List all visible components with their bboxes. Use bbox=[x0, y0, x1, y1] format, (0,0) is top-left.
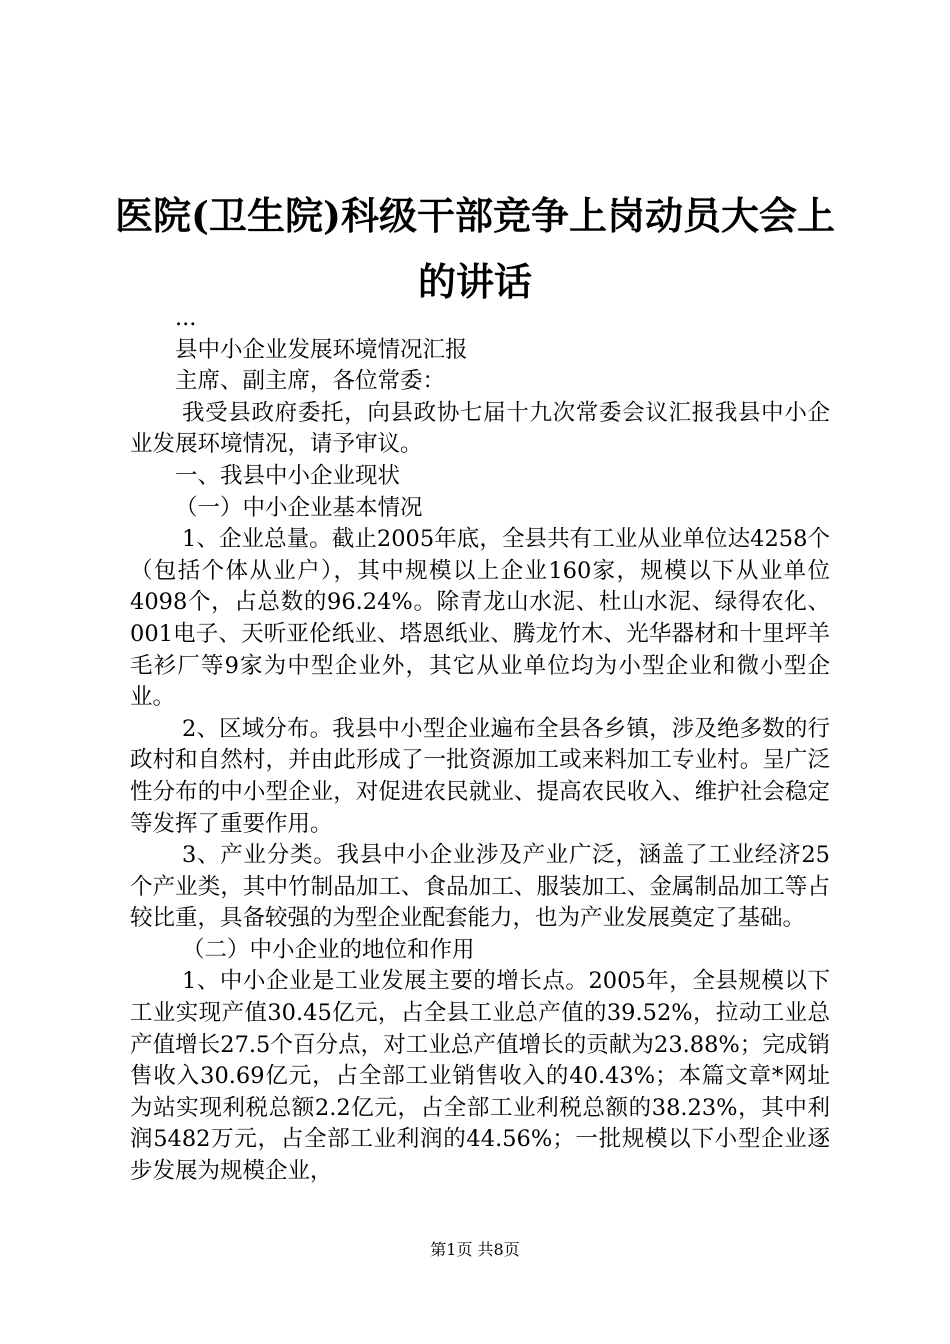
document-title: 医院(卫生院)科级干部竞争上岗动员大会上的讲话 bbox=[115, 193, 835, 304]
subsection-heading-1: （一）中小企业基本情况 bbox=[175, 494, 423, 521]
paragraph-intro: 我受县政府委托，向县政协七届十九次常委会议汇报我县中小企业发展环境情况，请予审议。 bbox=[130, 399, 830, 458]
paragraph-regional-distribution: 2、区域分布。我县中小型企业遍布全县各乡镇，涉及绝多数的行政村和自然村，并由此形成了一批资源加工或来料加工专业村。呈广泛性分布的中小型企业，对促进农民就业、提高农民收入、维护社会稳定等发挥了重要作用。 bbox=[130, 715, 830, 837]
ellipsis-line: ... bbox=[175, 305, 197, 331]
page-footer: 第1页 共8页 bbox=[430, 1240, 520, 1259]
document-body bbox=[130, 303, 830, 1188]
paragraph-industry-classification: 3、产业分类。我县中小企业涉及产业广泛，涵盖了工业经济25个产业类，其中竹制品加工、食品加工、服装加工、金属制品加工等占较比重，具备较强的为型企业配套能力，也为产业发展奠定了基础。 bbox=[130, 842, 830, 932]
salutation: 主席、副主席，各位常委： bbox=[175, 368, 446, 395]
paragraph-growth-point: 1、中小企业是工业发展主要的增长点。2005年，全县规模以下工业实现产值30.45亿元，占全县工业总产值的39.52%，拉动工业总产值增长27.5个百分点，对工业总产值增长的贡献为23.88%；完成销售收入30.69亿元，占全部工业销售收入的40.43%；本篇文章*网址为站实现利税总额2.2亿元，占全部工业利税总额的38.23%，其中利润5482万元，占全部工业利润的44.56%；一批规模以下小型企业逐步发展为规模企业， bbox=[130, 968, 830, 1185]
subsection-heading-2: （二）中小企业的地位和作用 bbox=[182, 936, 475, 963]
section-heading-1: 一、我县中小企业现状 bbox=[175, 462, 401, 489]
paragraph-enterprise-total: 1、企业总量。截止2005年底，全县共有工业从业单位达4258个（包括个体从业户），其中规模以上企业160家，规模以下从业单位4098个，占总数的96.24%。除青龙山水泥、杜山水泥、绿得农化、001电子、天听亚伦纸业、塔恩纸业、腾龙竹木、光华器材和十里坪羊毛衫厂等9家为中型企业外，其它从业单位均为小型企业和微小型企业。 bbox=[130, 526, 830, 711]
report-heading: 县中小企业发展环境情况汇报 bbox=[175, 336, 468, 363]
